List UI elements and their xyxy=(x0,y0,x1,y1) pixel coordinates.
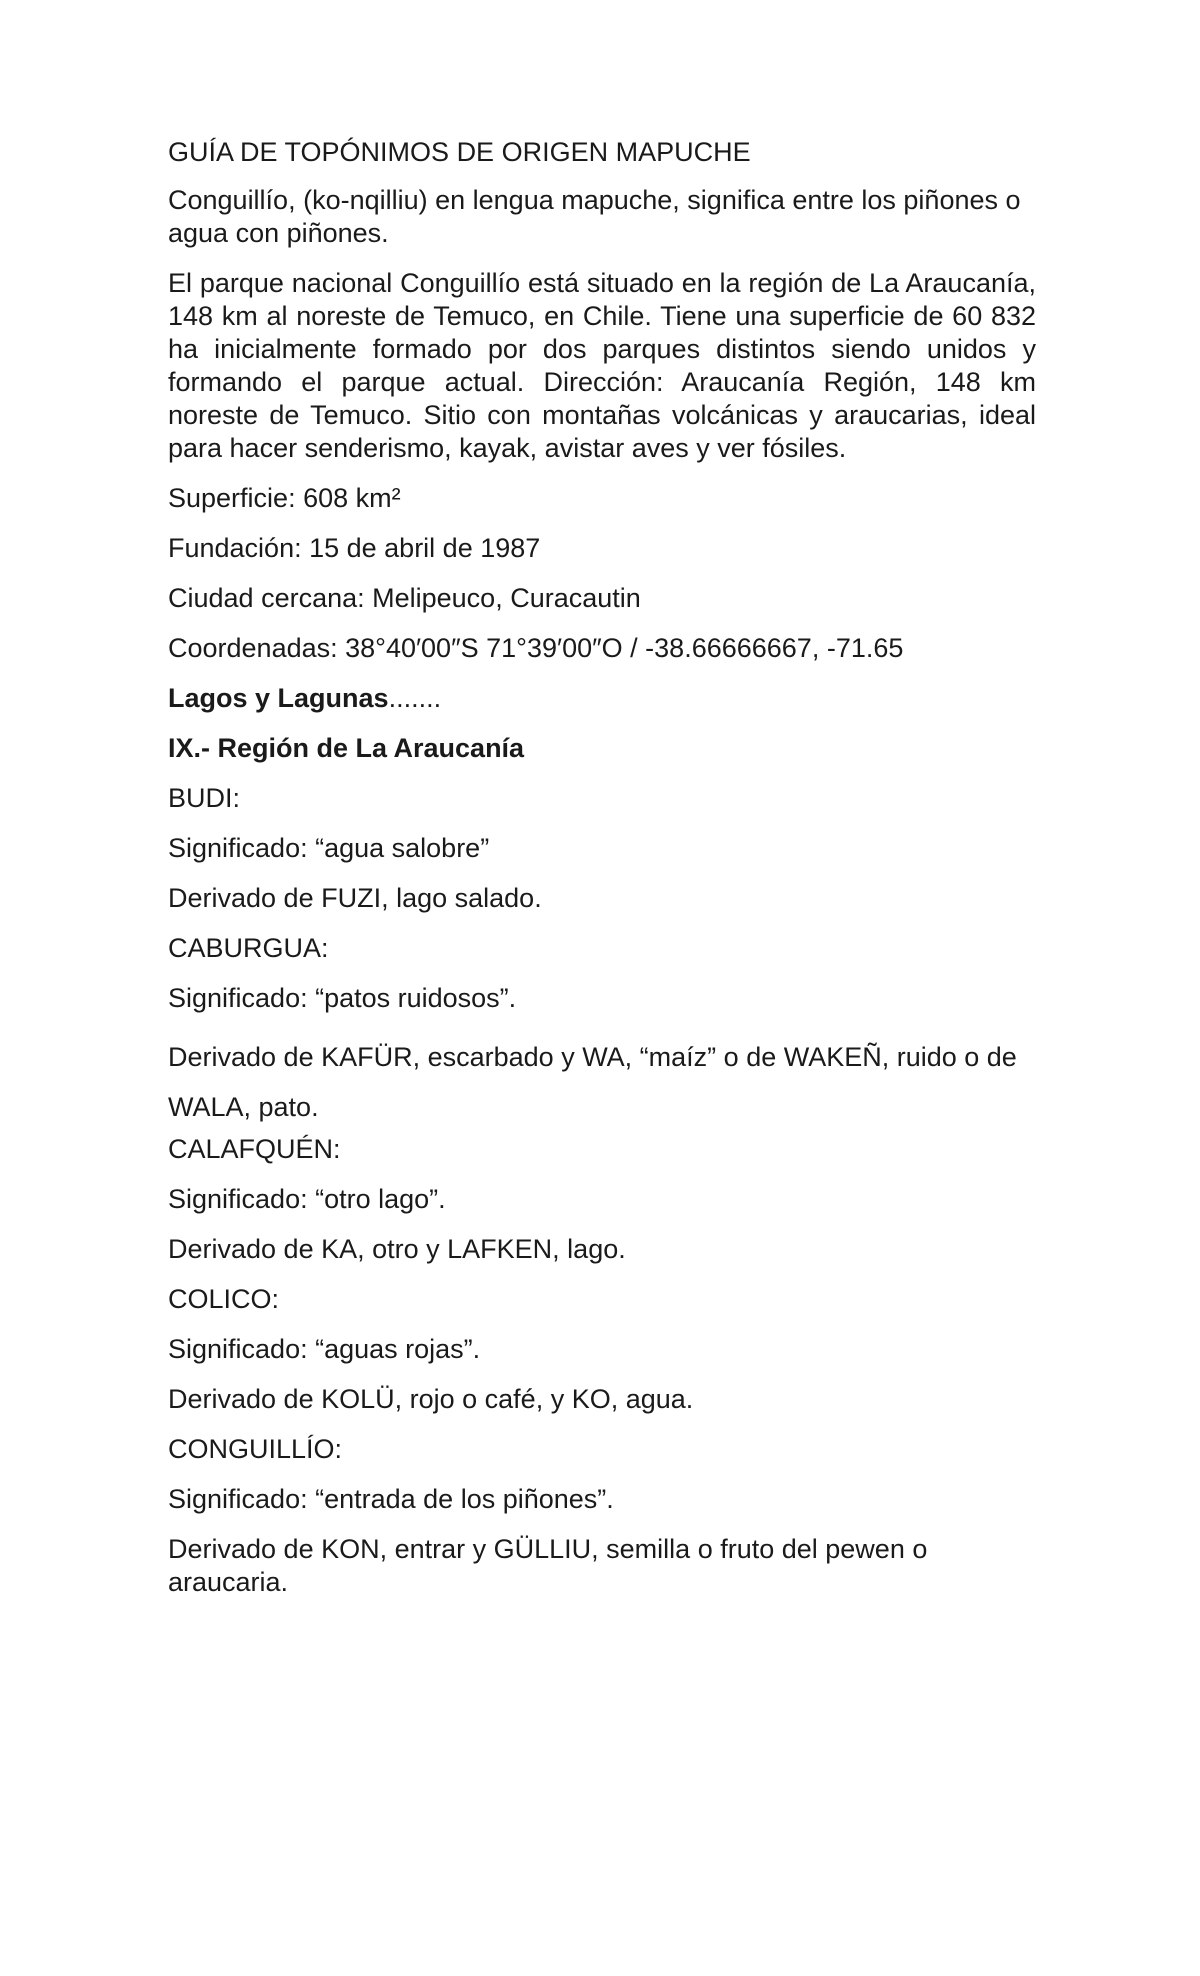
entry-name: COLICO: xyxy=(168,1284,280,1314)
entry-name: CABURGUA: xyxy=(168,933,329,963)
entry-meaning: Significado: “entrada de los piñones”. xyxy=(168,1484,614,1514)
fact-foundation: Fundación: 15 de abril de 1987 xyxy=(168,533,541,563)
section-heading-line xyxy=(168,682,1036,715)
entry-meaning: Significado: “aguas rojas”. xyxy=(168,1334,481,1364)
entry-name: CONGUILLÍO: xyxy=(168,1434,343,1464)
entry-derivation: Derivado de KON, entrar y GÜLLIU, semilla o fruto del pewen o araucaria. xyxy=(168,1534,928,1597)
entry-meaning: Significado: “agua salobre” xyxy=(168,833,490,863)
entry-meaning: Significado: “patos ruidosos”. xyxy=(168,983,517,1013)
entry-derivation: Derivado de KAFÜR, escarbado y WA, “maíz” o de WAKEÑ, ruido o de WALA, pato. xyxy=(168,1042,1017,1122)
section-heading-dots: ....... xyxy=(388,683,442,713)
section-heading: Lagos y Lagunas xyxy=(168,683,389,713)
intro-paragraph: Conguillío, (ko-nqilliu) en lengua mapuche, significa entre los piñones o agua con piñones. xyxy=(168,185,1021,248)
fact-coordinates: Coordenadas: 38°40′00″S 71°39′00″O / -38.66666667, -71.65 xyxy=(168,633,904,663)
fact-nearby-city: Ciudad cercana: Melipeuco, Curacautin xyxy=(168,583,641,613)
entry-name: BUDI: xyxy=(168,783,241,813)
entry-derivation: Derivado de KOLÜ, rojo o café, y KO, agua. xyxy=(168,1384,694,1414)
entry-meaning: Significado: “otro lago”. xyxy=(168,1184,446,1214)
region-heading: IX.- Región de La Araucanía xyxy=(168,733,525,763)
entry-derivation: Derivado de KA, otro y LAFKEN, lago. xyxy=(168,1234,626,1264)
document-title: GUÍA DE TOPÓNIMOS DE ORIGEN MAPUCHE xyxy=(168,137,751,167)
document-page xyxy=(168,136,1036,1599)
entry-derivation: Derivado de FUZI, lago salado. xyxy=(168,883,542,913)
fact-surface: Superficie: 608 km² xyxy=(168,483,401,513)
description-paragraph: El parque nacional Conguillío está situado en la región de La Araucanía, 148 km al noreste de Temuco, en Chile. Tiene una superficie de 60 832 ha inicialmente formado por dos parques distintos siendo unidos y formando el parque actual. Dirección: Araucanía Región, 148 km noreste de Temuco. Sitio con montañas volcánicas y araucarias, ideal para hacer senderismo, kayak, avistar aves y ver fósiles. xyxy=(168,268,1036,463)
entry-name: CALAFQUÉN: xyxy=(168,1134,341,1164)
